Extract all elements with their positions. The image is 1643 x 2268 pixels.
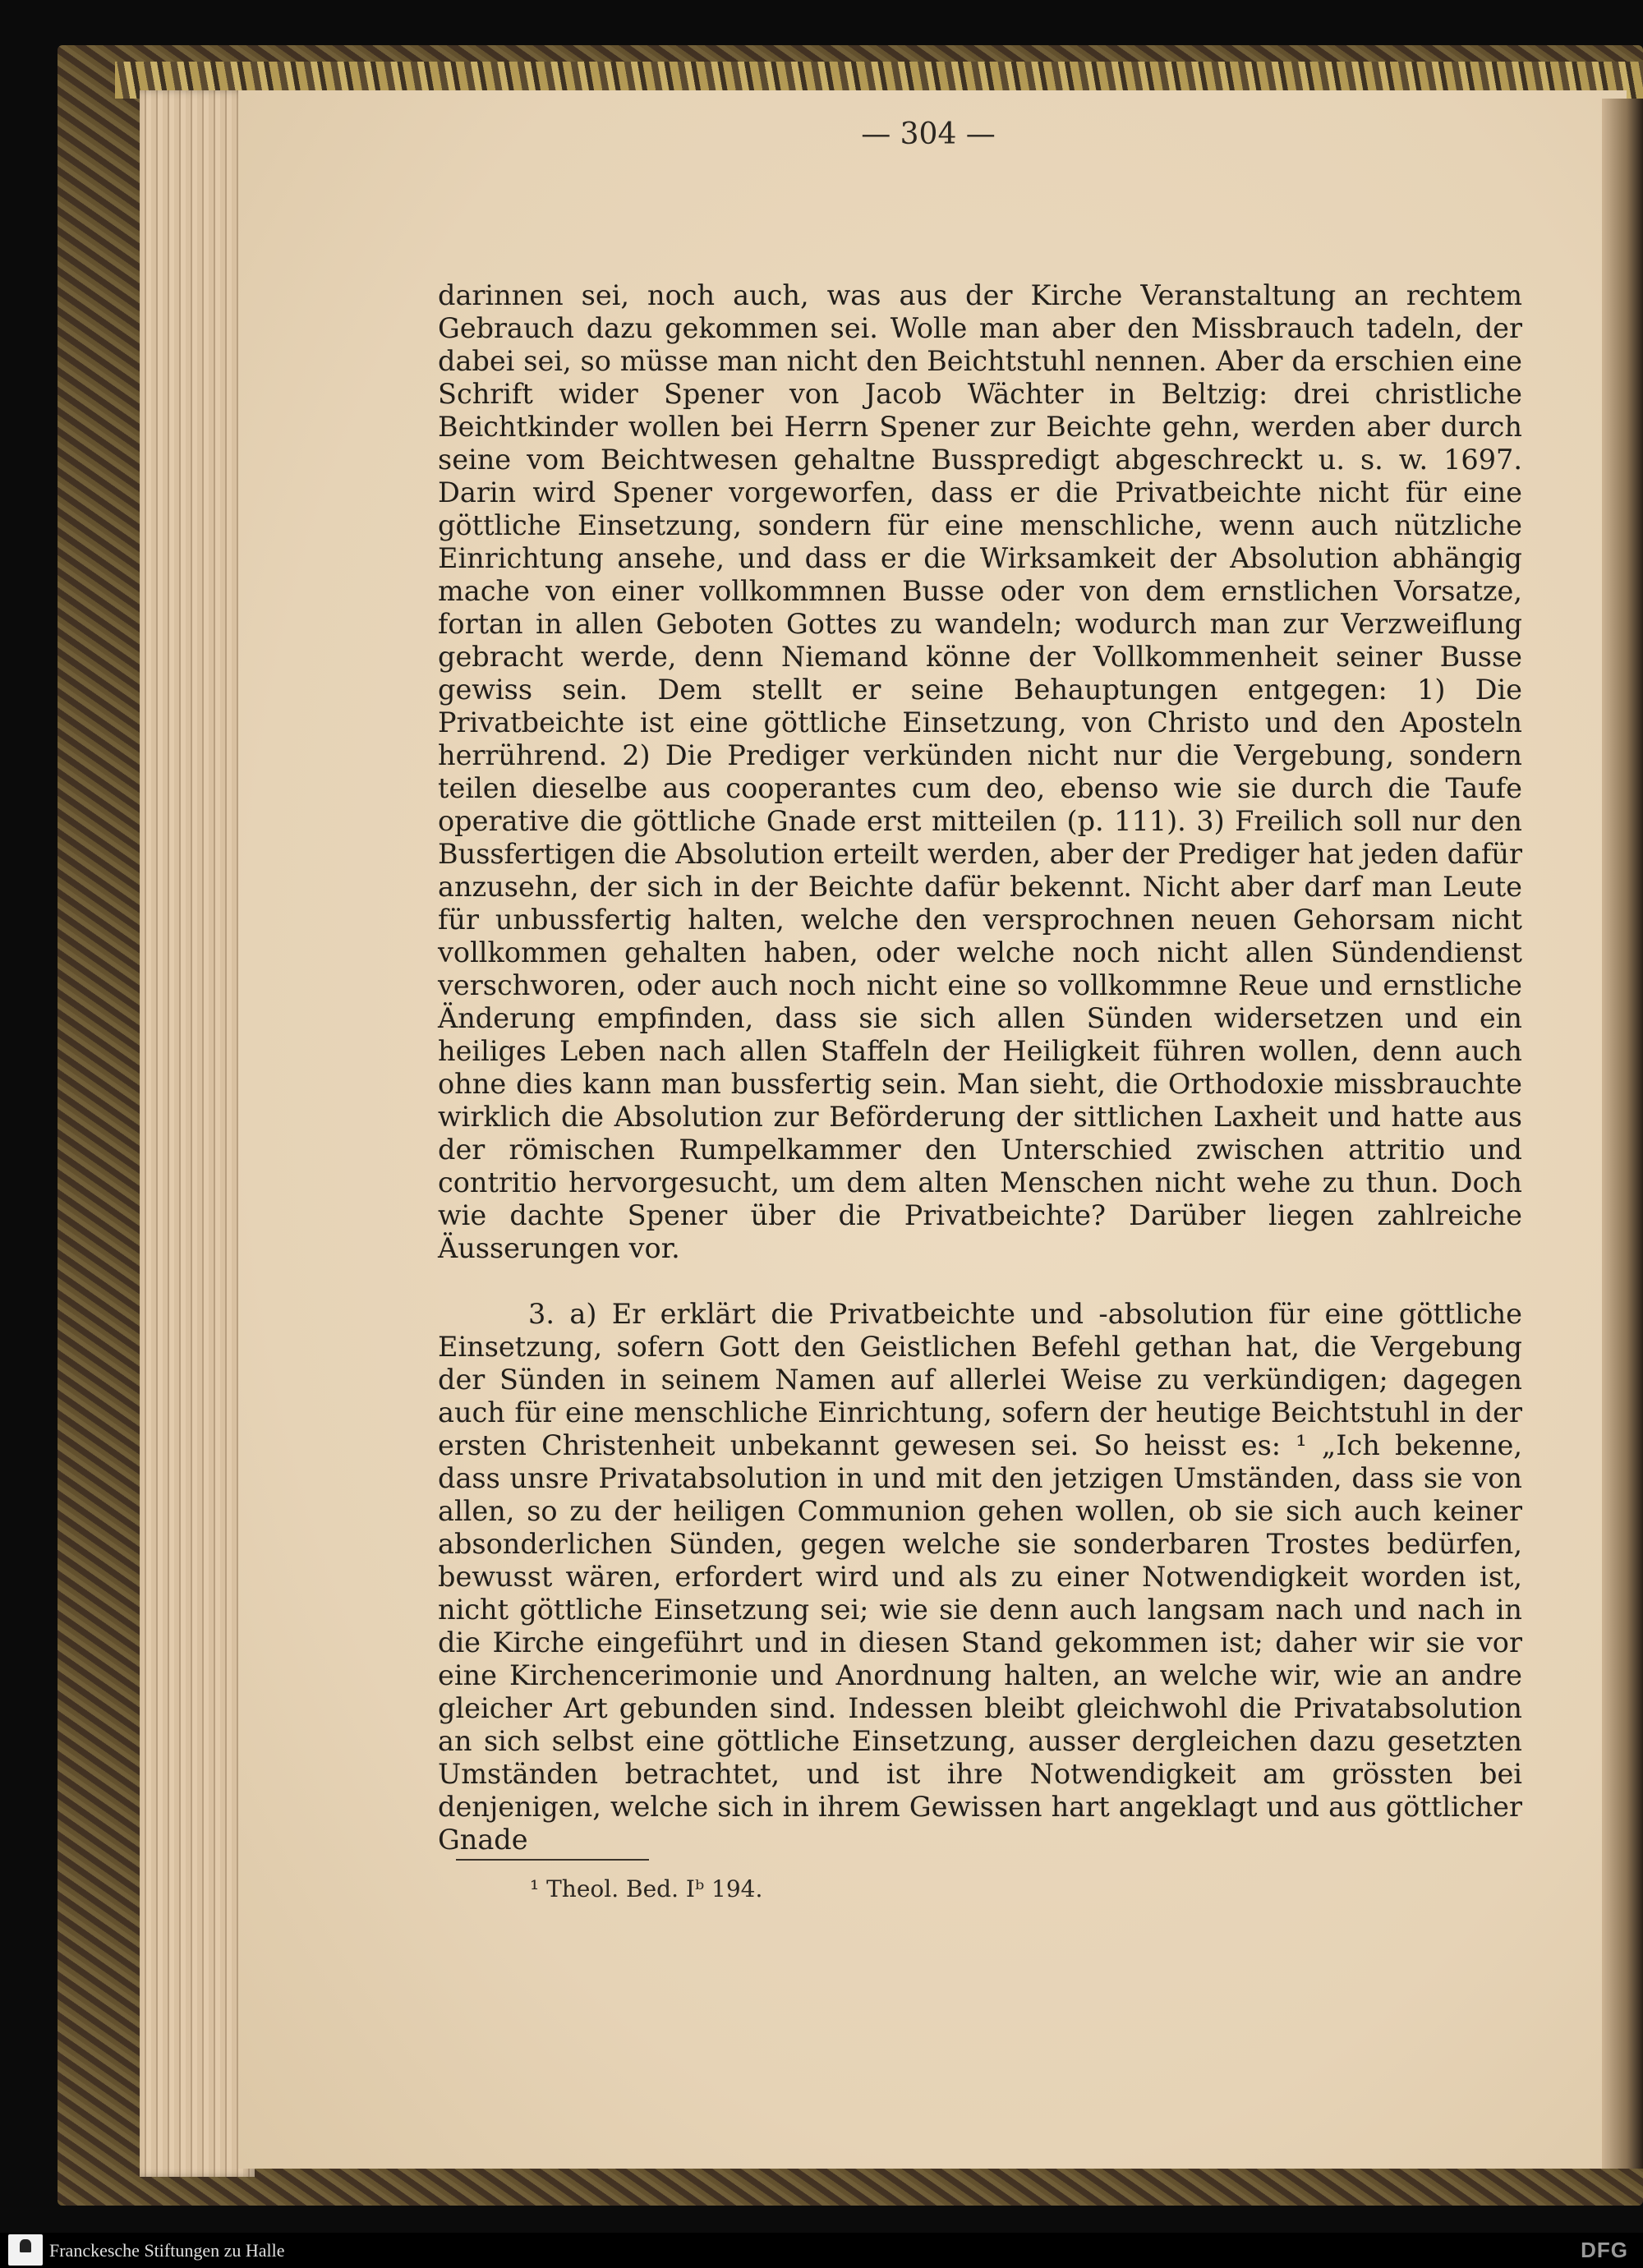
footnote: ¹ Theol. Bed. Iᵇ 194.	[530, 1875, 763, 1902]
paragraph-2: 3. a) Er erklärt die Privatbeichte und -absolution für eine göttliche Einsetzung, sofern Gott den Geistlichen Befehl gethan hat, die Vergebung der Sünden in seinem Namen auf allerlei Weise zu verkündigen; dagegen auch für eine menschliche Einrichtung, sofern der heutige Beichtstuhl in der ersten Christenheit unbekannt gewesen sei. So heisst es: ¹ „Ich bekenne, dass unsre Privatabsolution in und mit den jetzigen Umständen, dass sie von allen, so zu der heiligen Communion gehen wollen, ob sie sich auch keiner absonderlichen Sünden, gegen welche sie sonderbaren Trostes bedürfen, bewusst wären, erfordert wird und als zu einer Notwendigkeit worden ist, nicht göttliche Einsetzung sei; wie sie denn auch langsam nach und nach in die Kirche eingeführt und in diesen Stand gekommen ist; daher wir sie vor eine Kirchencerimonie und Anordnung halten, an welche wir, wie an andre gleicher Art gebunden sind. Indessen bleibt gleichwohl die Privatabsolution an sich selbst eine göttliche Einsetzung, ausser dergleichen dazu gesetzten Umständen betrachtet, und ist ihre Notwendigkeit am grössten bei denjenigen, welche sich in ihrem Gewissen hart angeklagt und aus göttlicher Gnade	[438, 1298, 1522, 1856]
institution-logo-icon	[8, 2234, 43, 2266]
page-body	[438, 279, 1522, 1856]
page-stack-edge	[140, 90, 255, 2177]
footnote-divider	[456, 1859, 649, 1861]
dfg-logo: DFG	[1581, 2238, 1628, 2262]
institution-name: Franckesche Stiftungen zu Halle	[49, 2240, 285, 2261]
paragraph-1: darinnen sei, noch auch, was aus der Kirche Veranstaltung an rechtem Gebrauch dazu gekommen sei. Wolle man aber den Missbrauch tadeln, der dabei sei, so müsse man nicht den Beichtstuhl nennen. Aber da erschien eine Schrift wider Spener von Jacob Wächter in Beltzig: drei christliche Beichtkinder wollen bei Herrn Spener zur Beichte gehn, werden aber durch seine vom Beichtwesen gehaltne Busspredigt abgeschreckt u. s. w. 1697. Darin wird Spener vorgeworfen, dass er die Privatbeichte nicht für eine göttliche Einsetzung, sondern für eine menschliche, wenn auch nützliche Einrichtung ansehe, und dass er die Wirksamkeit der Absolution abhängig mache von einer vollkommnen Busse oder von dem ernstlichen Vorsatze, fortan in allen Geboten Gottes zu wandeln; wodurch man zur Verzweiflung gebracht werde, denn Niemand könne der Vollkommenheit seiner Busse gewiss sein. Dem stellt er seine Behauptungen entgegen: 1) Die Privatbeichte ist eine göttliche Einsetzung, von Christo und den Aposteln herrührend. 2) Die Prediger verkünden nicht nur die Vergebung, sondern teilen dieselbe aus cooperantes cum deo, ebenso wie sie durch die Taufe operative die göttliche Gnade erst mitteilen (p. 111). 3) Freilich soll nur den Bussfertigen die Absolution erteilt werden, aber der Prediger hat jeden dafür anzusehn, der sich in der Beichte dafür bekennt. Nicht aber darf man Leute für unbussfertig halten, welche den versprochnen neuen Gehorsam nicht vollkommen gehalten haben, oder welche noch nicht allen Sündendienst verschworen, oder auch noch nicht eine so vollkommne Reue und ernstliche Änderung empfinden, dass sie sich allen Sünden widersetzen und ein heiliges Leben nach allen Staffeln der Heiligkeit führen wollen, denn auch ohne dies kann man bussfertig sein. Man sieht, die Orthodoxie missbrauchte wirklich die Absolution zur Beförderung der sittlichen Laxheit und hatte aus der römischen Rumpelkammer den Unterschied zwischen attritio und contritio hervorgesucht, um dem alten Menschen nicht wehe zu thun. Doch wie dachte Spener über die Privatbeichte? Darüber liegen zahlreiche Äusserungen vor.	[438, 279, 1522, 1264]
page-gutter-shadow	[1602, 99, 1643, 2169]
page-number: — 304 —	[861, 117, 996, 151]
